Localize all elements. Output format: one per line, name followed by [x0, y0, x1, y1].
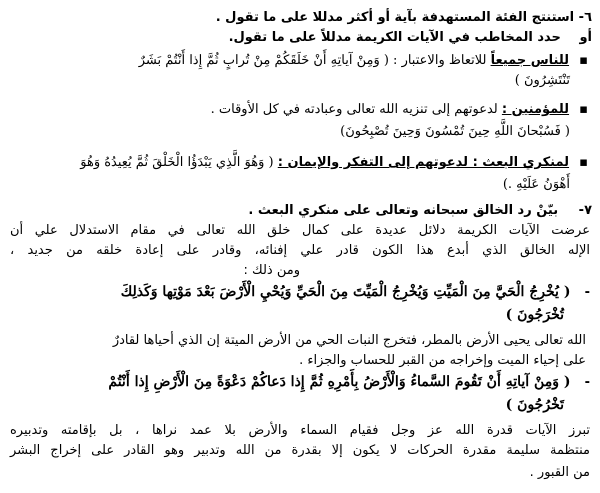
para1-line: الإله الخالق الذي أبدع هذا الكون قادر علي إفنائه، وقادر على إعادة خلقه من جديد ،	[10, 243, 590, 258]
para1-line: عرضت الآيات الكريمة دلائل عديدة على كمال خلق الله تعالى في مقام الاستدلال علي أن	[10, 223, 590, 238]
item-believers-label: للمؤمنين :	[501, 102, 570, 117]
q7-heading	[0, 201, 592, 220]
q6-alt-heading	[0, 28, 592, 47]
item-believers-verse: ( فَسُبْحانَ اللَّهِ حِينَ تُمْسُونَ وَحِينَ تُصْبِحُونَ)	[340, 124, 570, 139]
verse1-line1: ( يُخْرِجُ الْحَيَّ مِنَ الْمَيِّتِ وَيُخْرِجُ الْمَيِّتَ مِنَ الْحَيِّ وَيُحْيِ الْأَرْضَ بَعْدَ مَوْتِها وَكَذلِكَ	[120, 284, 571, 300]
item-people-text: للاتعاظ والاعتبار : ( وَمِنْ آياتِهِ أَنْ خَلَقَكُمْ مِنْ تُرابٍ ثُمَّ إِذا أَنْتُمْ بَشَرٌ	[138, 53, 487, 68]
item-deniers	[0, 153, 588, 172]
bullet-icon: ▪	[579, 53, 588, 68]
bullet-icon: ▪	[579, 155, 588, 170]
item-deniers-verse-end: أَهْوَنُ عَلَيْهِ .)	[502, 177, 570, 192]
para3-line: تبرز الآيات قدرة الله عز وجل فقيام السماء والأرض بلا عمد نراها ، بل بإقامته وتدبيره	[10, 423, 590, 438]
q6-or: أو	[579, 30, 592, 45]
bullet-icon: ▪	[579, 102, 588, 117]
item-believers-text: لدعوتهم إلى تنزيه الله تعالى وعبادته في كل الأوقات .	[210, 102, 498, 117]
q6-title: استنتج الفئة المستهدفة بآية أو أكثر مدللا على ما تقول .	[215, 10, 575, 25]
item-people	[0, 51, 588, 70]
item-deniers-label: لمنكري البعث : لدعوتهم إلى التفكر والإيمان :	[277, 155, 570, 170]
para3-line: من القبور .	[529, 465, 590, 480]
q6-subtitle: حدد المخاطب في الآيات الكريمة مدللاً على ما تقول.	[228, 30, 561, 45]
item-believers	[0, 100, 588, 119]
q6-number: ٦-	[578, 10, 592, 25]
verse1-dash: -	[584, 285, 590, 300]
verse2-line1: ( وَمِنْ آياتِهِ أَنْ تَقُومَ السَّماءُ وَالْأَرْضُ بِأَمْرِهِ ثُمَّ إِذا دَعاكُمْ دَعْوَةً مِنَ الْأَرْضِ إِذا أَنْتُمْ	[108, 374, 571, 390]
para3-line: منتظمة سليمة مقدرة الحركات لا يكون إلا بقدرة من الله وتدبير وهو القادر على إخراج البشر	[10, 443, 590, 458]
para1-line: ومن ذلك :	[243, 263, 300, 278]
para2-line: الله تعالى يحيى الأرض بالمطر، فتخرج النبات الحي من الأرض الميتة إن الذي أحياها لقادرٌ	[112, 333, 586, 348]
item-deniers-text: ( وَهُوَ الَّذِي يَبْدَؤُا الْخَلْقَ ثُمَّ يُعِيدُهُ وَهُوَ	[80, 155, 274, 170]
verse2	[0, 373, 590, 392]
q6-heading	[0, 8, 592, 27]
verse2-line2: تَخْرُجُونَ )	[505, 397, 564, 413]
para2-line: على إحياء الميت وإخراجه من القبر للحساب والجزاء .	[299, 353, 586, 368]
item-people-verse-end: تَنْتَشِرُونَ )	[514, 73, 570, 88]
q7-title: بيّنْ رد الخالق سبحانه وتعالى على منكري البعث .	[248, 203, 559, 218]
q7-number: ٧-	[578, 203, 592, 218]
verse1-line2: تُخْرَجُونَ )	[505, 307, 564, 323]
verse2-dash: -	[584, 375, 590, 390]
item-people-label: للناس جميعاً	[490, 53, 570, 68]
verse1	[0, 283, 590, 302]
